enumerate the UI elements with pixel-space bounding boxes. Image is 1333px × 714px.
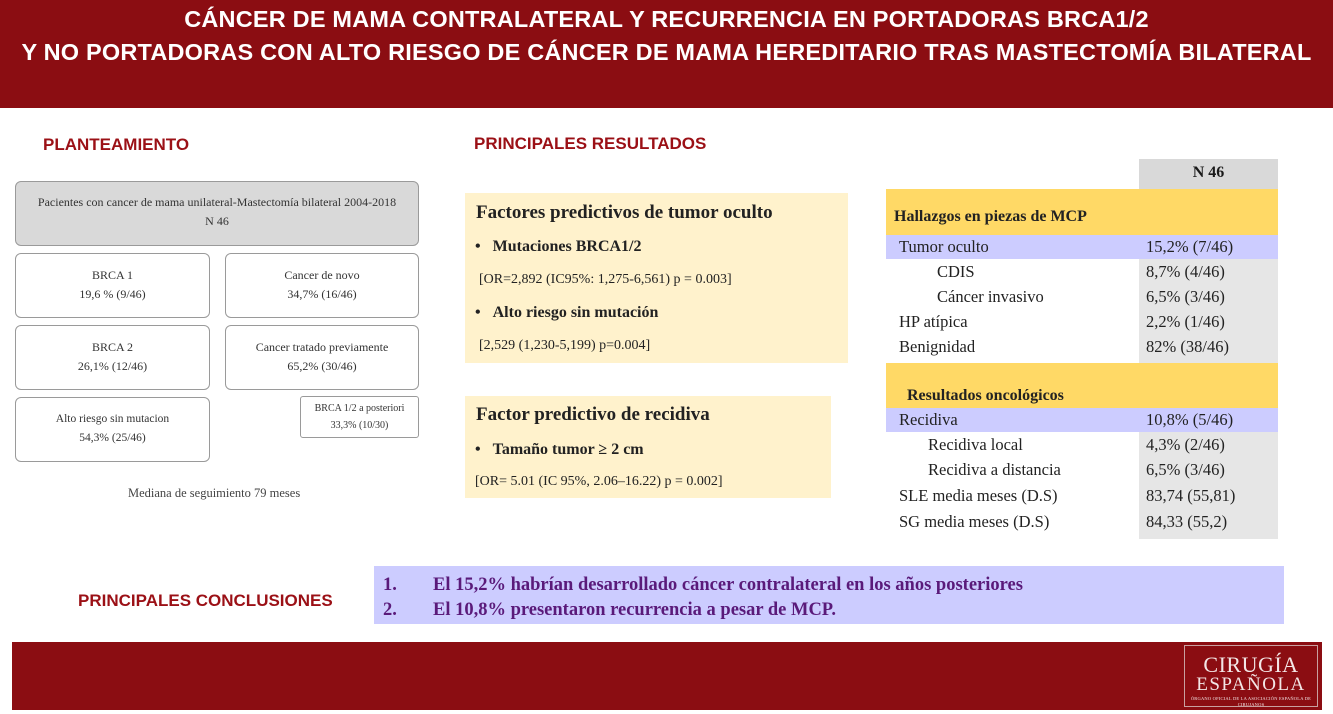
table-row-label: Recidiva — [899, 410, 958, 429]
brca1-label: BRCA 1 — [91, 268, 133, 282]
table-row-value: 2,2% (1/46) — [1146, 312, 1225, 331]
title-line-1: CÁNCER DE MAMA CONTRALATERAL Y RECURRENCIA EN PORTADORAS BRCA1/2 — [184, 6, 1149, 32]
table-row-label: Recidiva a distancia — [928, 460, 1061, 479]
conclusion-text-1: El 15,2% habrían desarrollado cáncer contralateral en los años posteriores — [433, 575, 1023, 595]
de-novo-label: Cancer de novo — [284, 268, 360, 282]
bullet-glyph: • — [475, 304, 481, 321]
tumor-oculto-title: Factores predictivos de tumor oculto — [476, 202, 773, 223]
posteriori-box — [300, 396, 419, 438]
tumor-oculto-text-1: [OR=2,892 (IC95%: 1,275-6,561) p = 0.003] — [479, 272, 732, 287]
bullet-glyph: • — [475, 238, 481, 255]
table-row-label: SLE media meses (D.S) — [899, 486, 1058, 505]
conclusion-num-2: 2. — [383, 600, 397, 620]
tumor-oculto-text-2: [2,529 (1,230-5,199) p=0.004] — [479, 338, 651, 353]
recidiva-bullet-1 — [475, 441, 644, 459]
table-row-label: CDIS — [937, 262, 975, 281]
tratado-box — [225, 325, 419, 390]
tratado-label: Cancer tratado previamente — [255, 340, 389, 354]
cohort-line-1: Pacientes con cancer de mama unilateral-Mastectomía bilateral 2004-2018 — [37, 195, 397, 209]
table-row-value: 8,7% (4/46) — [1146, 262, 1225, 281]
de-novo-box — [225, 253, 419, 318]
logo-line-3: ÓRGANO OFICIAL DE LA ASOCIACIÓN ESPAÑOLA DE CIRUJANOS — [1190, 696, 1312, 707]
alto-riesgo-label: Alto riesgo sin mutacion — [55, 413, 170, 425]
posteriori-value: 33,3% (10/30) — [330, 420, 389, 431]
tratado-value: 65,2% (30/46) — [287, 359, 357, 373]
table-row-value: 6,5% (3/46) — [1146, 460, 1225, 479]
cirugia-espanola-logo — [1184, 645, 1318, 707]
table-row-label: Tumor oculto — [899, 237, 989, 256]
conclusiones-title: PRINCIPALES CONCLUSIONES — [78, 591, 333, 610]
section-hallazgos: Hallazgos en piezas de MCP — [894, 208, 1087, 225]
brca2-box — [15, 325, 210, 390]
table-header: N 46 — [1139, 159, 1278, 189]
table-row-value: 6,5% (3/46) — [1146, 287, 1225, 306]
recidiva-text-1: [OR= 5.01 (IC 95%, 2.06–16.22) p = 0.002] — [475, 474, 723, 489]
alto-riesgo-value: 54,3% (25/46) — [79, 432, 146, 444]
section-oncologicos: Resultados oncológicos — [907, 387, 1064, 404]
seguimiento-note: Mediana de seguimiento 79 meses — [128, 486, 301, 500]
table-row-label: Cáncer invasivo — [937, 287, 1044, 306]
table-row-label: Benignidad — [899, 337, 976, 356]
table-row-label: HP atípica — [899, 312, 968, 331]
brca2-value: 26,1% (12/46) — [77, 359, 148, 373]
table-row-value: 4,3% (2/46) — [1146, 435, 1225, 454]
title-line-2: Y NO PORTADORAS CON ALTO RIESGO DE CÁNCER DE MAMA HEREDITARIO TRAS MASTECTOMÍA BILATERAL — [21, 39, 1312, 65]
logo-line-2: ESPAÑOLA — [1196, 674, 1306, 695]
posteriori-label: BRCA 1/2 a posteriori — [314, 403, 405, 414]
recidiva-bullet-label: Tamaño tumor ≥ 2 cm — [492, 441, 644, 458]
brca1-box — [15, 253, 210, 318]
alto-riesgo-box — [15, 397, 210, 462]
header-banner — [0, 0, 1333, 108]
recidiva-title: Factor predictivo de recidiva — [476, 404, 710, 425]
bullet-1-label: Mutaciones BRCA1/2 — [492, 238, 642, 255]
table-row-value: 15,2% (7/46) — [1146, 237, 1234, 256]
logo-line-1: CIRUGÍA — [1203, 652, 1299, 677]
footer-banner — [12, 642, 1322, 710]
de-novo-value: 34,7% (16/46) — [287, 287, 357, 301]
conclusion-num-1: 1. — [383, 575, 397, 595]
table-row-value: 84,33 (55,2) — [1146, 512, 1228, 531]
table-row-label: Recidiva local — [928, 435, 1023, 454]
cohort-box — [15, 181, 419, 246]
brca2-label: BRCA 2 — [91, 340, 133, 354]
tumor-oculto-bullet-1 — [475, 238, 642, 256]
conclusion-text-2: El 10,8% presentaron recurrencia a pesar de MCP. — [433, 600, 837, 620]
table-row-value: 10,8% (5/46) — [1146, 410, 1234, 429]
table-row-value: 83,74 (55,81) — [1146, 486, 1236, 505]
recidiva-box — [465, 396, 831, 498]
table-row-label: SG media meses (D.S) — [899, 512, 1050, 531]
tumor-oculto-bullet-2 — [475, 304, 658, 322]
bullet-glyph: • — [475, 441, 481, 458]
table-row-value: 82% (38/46) — [1146, 337, 1229, 356]
resultados-title: PRINCIPALES RESULTADOS — [474, 134, 707, 153]
bullet-2-label: Alto riesgo sin mutación — [492, 304, 659, 321]
brca1-value: 19,6 % (9/46) — [79, 287, 146, 301]
cohort-line-2: N 46 — [205, 214, 229, 228]
planteamiento-title: PLANTEAMIENTO — [43, 135, 190, 154]
tumor-oculto-box — [465, 193, 848, 363]
